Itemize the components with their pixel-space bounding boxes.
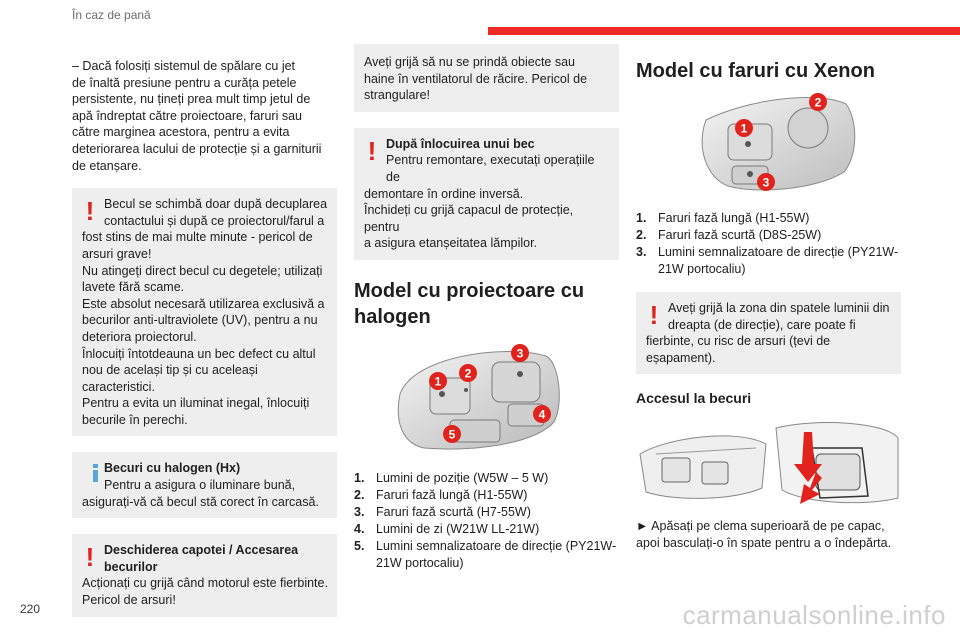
text-line: ► Apăsați pe clema superioară de pe capac, [636, 519, 885, 534]
callout-2 [459, 364, 477, 382]
subheading-bulb-access: Accesul la becuri [636, 390, 752, 407]
callout-3 [757, 173, 775, 191]
column-middle [354, 44, 619, 572]
heading-line: Model cu proiectoare cu [354, 279, 585, 302]
text-line: Acționați cu grijă când motorul este fierbinte. [82, 576, 328, 591]
warning-exclamation-icon: ! [85, 542, 95, 573]
list-text: Faruri fază scurtă (D8S-25W) [658, 228, 822, 242]
headlamp-cover-view [776, 423, 898, 503]
page-number: 220 [20, 602, 41, 616]
text-line: Lumini semnalizatoare de direcție (PY21W- [376, 538, 617, 553]
svg-text:1: 1 [434, 374, 442, 389]
text-line: contactului și după ce proiectorul/farul a [104, 213, 325, 228]
text-line: fost stins de mai multe minute - pericol de [82, 230, 313, 245]
warning-box-bonnet [72, 534, 337, 616]
list-text: Faruri fază lungă (H1-55W) [658, 211, 810, 225]
warning-exclamation-icon: ! [367, 135, 377, 166]
text-line: apă îndreptat către proiectoare, faruri sau [72, 108, 302, 123]
callout-2 [809, 93, 827, 111]
text-line: Lumini semnalizatoare de direcție (PY21W- [658, 245, 899, 259]
svg-text:4: 4 [538, 407, 546, 422]
list-text: Lumini de zi (W21W LL-21W) [376, 521, 540, 536]
callout-3 [511, 344, 529, 362]
callout-5 [443, 425, 461, 443]
bulb-point [439, 391, 445, 397]
bulb-point [745, 141, 751, 147]
list-number: 5. [354, 538, 365, 553]
text-line: fierbinte, cu risc de arsuri (țevi de [646, 334, 831, 349]
text-line: Pentru a evita un iluminat inegal, înlocuiți [82, 396, 310, 411]
list-item [636, 244, 901, 278]
text-line: apoi basculați-o în spate pentru a o îndepărta. [636, 535, 892, 550]
text-line: persistente, nu țineți prea mult timp jetul de [72, 92, 311, 107]
text-line: de înaltă presiune pentru a curăța petele [72, 75, 297, 90]
warning-box-bulb-replacement [72, 188, 337, 436]
text-line: Aveți grijă să nu se prindă obiecte sau [364, 55, 576, 69]
warning-title: Deschiderea capotei / Accesarea [104, 543, 299, 558]
text-line: – Dacă folosiți sistemul de spălare cu jet [72, 59, 296, 73]
text-line: strangulare! [364, 88, 431, 103]
info-box-halogen-bulbs [72, 452, 337, 518]
text-line: Este absolut necesară utilizarea exclusivă a [82, 296, 325, 311]
info-title: Becuri cu halogen (Hx) [104, 461, 241, 476]
bulb-point [517, 371, 523, 377]
xenon-bulb-list [636, 210, 901, 278]
text-line: Becul se schimbă doar după decuplarea [104, 197, 328, 212]
page-section-title: În caz de pană [72, 8, 151, 22]
halogen-bulb-list [354, 470, 619, 572]
list-item [354, 521, 619, 538]
text-line: Înlocuiți întotdeauna un bec defect cu altul [82, 346, 316, 361]
svg-text:2: 2 [814, 95, 822, 110]
caution-box-fan [354, 44, 619, 112]
warning-box-after-replacement [354, 128, 619, 260]
watermark: carmanualsonline.info [682, 600, 946, 630]
xenon-headlamp-diagram [636, 90, 901, 194]
section-heading-halogen [354, 278, 619, 330]
list-number: 3. [636, 245, 647, 259]
list-number: 1. [636, 211, 647, 225]
list-number: 4. [354, 521, 365, 536]
halogen-headlamp-diagram [354, 344, 619, 456]
list-item [354, 470, 619, 487]
list-text: Lumini de poziție (W5W – 5 W) [376, 470, 549, 485]
bulb-access-diagram [636, 418, 901, 506]
info-icon [87, 464, 103, 480]
text-line: 21W portocaliu) [658, 262, 746, 276]
headlamp-rear-view [640, 436, 766, 499]
list-item [354, 504, 619, 521]
text-line: a asigura etanșeitatea lămpilor. [364, 236, 538, 251]
header-accent-bar [488, 27, 960, 35]
warning-title: După înlocuirea unui bec [386, 136, 535, 151]
text-line: deteriorarea lacului de protecție și a garniturii [72, 141, 322, 156]
text-line: 21W portocaliu) [376, 555, 464, 570]
list-number: 3. [354, 504, 365, 519]
washer-caution-paragraph [72, 58, 337, 174]
text-line: becurile în perechi. [82, 412, 188, 427]
list-item [354, 487, 619, 504]
svg-text:2: 2 [464, 366, 472, 381]
list-number: 2. [354, 487, 365, 502]
list-number: 1. [354, 470, 365, 485]
section-heading-xenon: Model cu faruri cu Xenon [636, 60, 875, 82]
text-line: Închideți cu grijă capacul de protecție, pentru [364, 203, 574, 234]
list-item [354, 538, 619, 572]
text-line: Nu atingeți direct becul cu degetele; utilizați [82, 263, 323, 278]
list-text [376, 538, 616, 572]
callout-1 [429, 372, 447, 390]
list-text: Faruri fază scurtă (H7-55W) [376, 504, 531, 519]
warning-title: becurilor [104, 559, 158, 574]
column-left [72, 44, 337, 633]
column-right [636, 44, 901, 552]
callout-1 [735, 119, 753, 137]
text-line: lavete fără scame. [82, 280, 185, 295]
text-line: asigurați-vă că becul stă corect în carcasă. [82, 494, 319, 509]
text-line: nou de același tip și cu aceleași caracteristici. [82, 363, 258, 394]
bulb-point [747, 171, 753, 177]
text-line: către marginea acestora, pentru a evita [72, 125, 290, 140]
list-text [658, 244, 898, 278]
bulb-point [464, 388, 468, 392]
list-item [636, 210, 901, 227]
text-line: demontare în ordine inversă. [364, 186, 524, 201]
warning-exclamation-icon: ! [85, 196, 95, 227]
text-line: Pentru a asigura o iluminare bună, [104, 478, 296, 493]
heading-line: halogen [354, 305, 431, 328]
lamp-housing [702, 97, 855, 189]
lamp-socket [788, 108, 828, 148]
warning-exclamation-icon: ! [649, 300, 659, 330]
text-line: Pericol de arsuri! [82, 593, 176, 608]
svg-text:1: 1 [740, 121, 748, 136]
warning-box-exhaust-heat [636, 292, 901, 374]
svg-text:5: 5 [448, 427, 456, 442]
text-line: arsuri grave! [82, 246, 152, 261]
text-line: Pentru remontare, executați operațiile de [386, 153, 595, 184]
svg-text:3: 3 [516, 346, 524, 361]
list-text: Faruri fază lungă (H1-55W) [376, 487, 528, 502]
lamp-socket [492, 362, 540, 402]
list-number: 2. [636, 228, 647, 242]
text-line: de etanșare. [72, 158, 142, 173]
list-item [636, 227, 901, 244]
text-line: dreapta (de direcție), care poate fi [668, 317, 856, 332]
text-line: deteriora proiectorul. [82, 329, 197, 344]
callout-4 [533, 405, 551, 423]
text-line: eșapament). [646, 350, 716, 365]
text-line: becurilor anti-ultraviolete (UV), pentru a nu [82, 313, 318, 328]
svg-text:3: 3 [762, 175, 770, 190]
instruction-paragraph [636, 518, 901, 551]
text-line: Aveți grijă la zona din spatele luminii din [668, 301, 890, 315]
text-line: haine în ventilatorul de răcire. Pericol de [364, 71, 588, 86]
